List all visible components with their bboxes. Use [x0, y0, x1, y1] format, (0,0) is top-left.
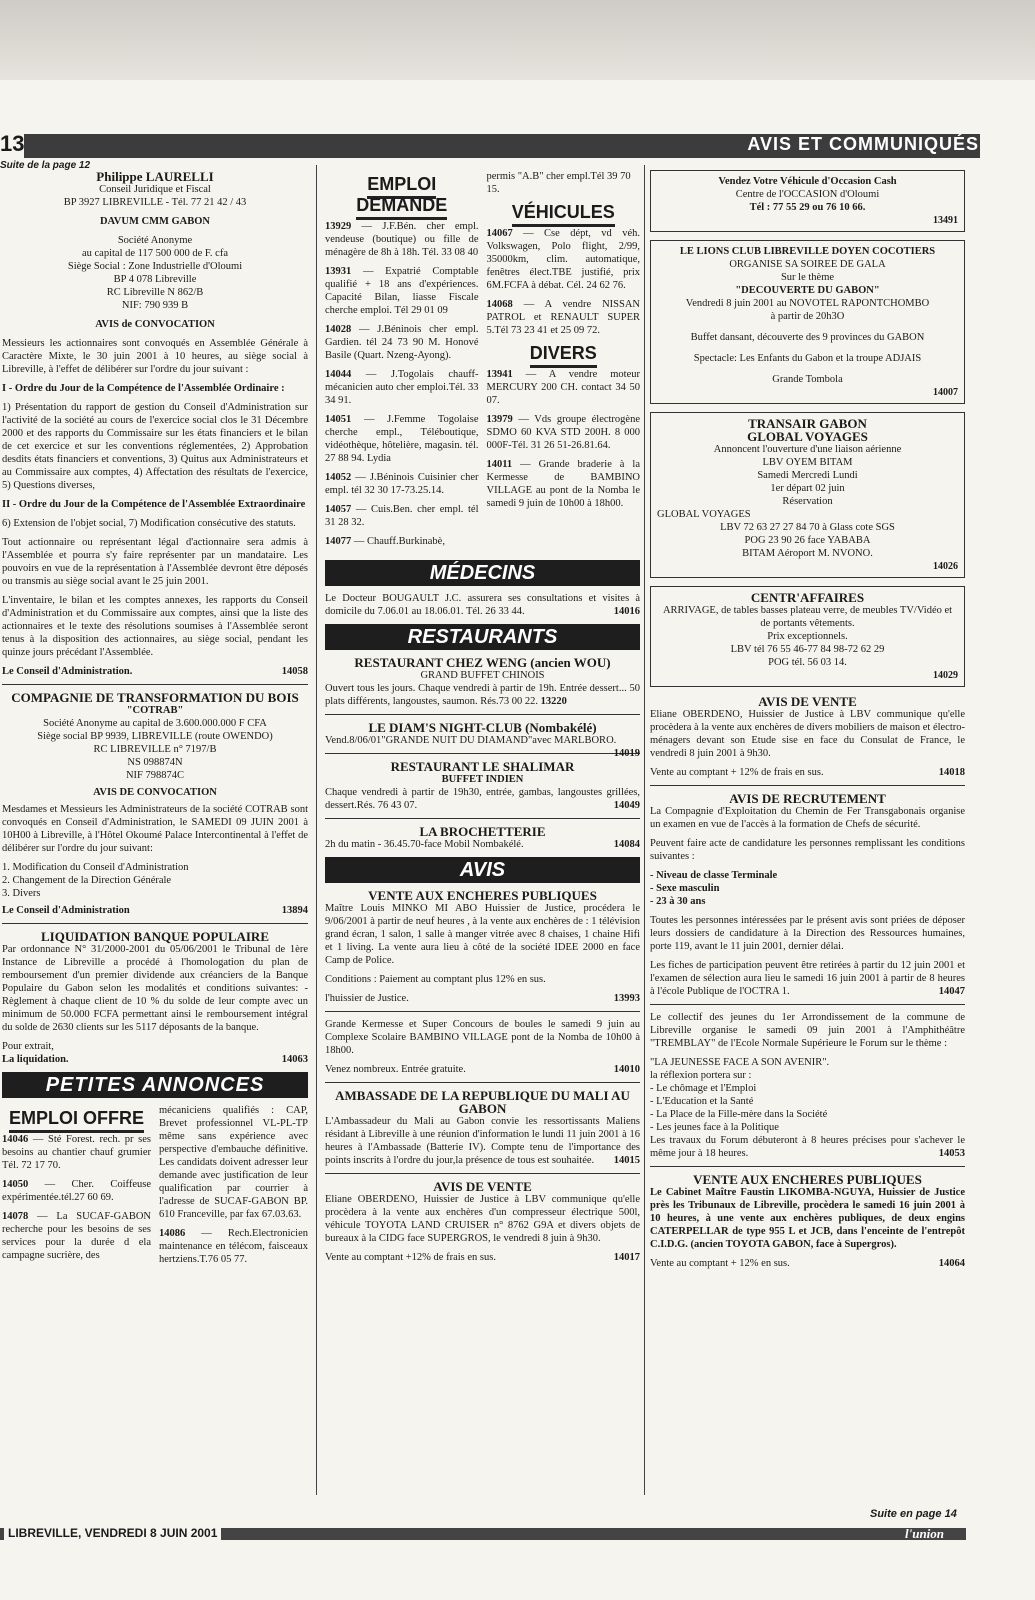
davum-ref: 14058	[281, 666, 308, 677]
cotrab-avis: AVIS DE CONVOCATION	[93, 787, 217, 798]
recrutement-p3: Toutes les personnes intéressées par le présent avis sont priées de déposer leurs dossiers de candidature à la Direction des Ressources humaines, porte 119, avant le 11 juin 2001, dernier délai.	[650, 915, 965, 952]
cotrab-item: 2. Changement de la Direction Générale	[2, 875, 172, 886]
diam-text: Vend.8/06/01"GRANDE NUIT DU DIAMAND"avec MARLBORO. 14019	[325, 735, 640, 759]
liquidation-extract: Pour extrait,	[2, 1041, 54, 1052]
liquidation-signature-row	[2, 1053, 308, 1066]
petites-annonces-banner: PETITES ANNONCES	[2, 1072, 308, 1098]
cotrab-signature-row	[2, 904, 308, 917]
emploi-offre-heading: EMPLOI OFFRE	[9, 1108, 144, 1133]
vente2-title: AVIS DE VENTE	[433, 1179, 532, 1194]
forum-p1: Le collectif des jeunes du 1er Arrondissement de la commune de Libreville organise le samedi 09 juin 2001 à l'Amphithéâtre "TREMBLAY" de l'Ecole Normale Supérieure le Forum sur le thème :	[650, 1012, 965, 1049]
recrutement-condition: - 23 à 30 ans	[650, 896, 706, 907]
recrutement-title: AVIS DE RECRUTEMENT	[729, 791, 886, 806]
vente-sign: l'huissier de Justice.	[325, 993, 409, 1004]
divider	[325, 1011, 640, 1012]
davum-avis: AVIS de CONVOCATION	[95, 319, 215, 330]
cotrab-title: COMPAGNIE DE TRANSFORMATION DU BOIS	[11, 690, 299, 705]
listing-item: permis "A.B" cher empl.Tél 39 70 15.	[486, 171, 631, 195]
forum-p3: la réflexion portera sur :	[650, 1070, 752, 1081]
davum-line: BP 4 078 Libreville	[113, 274, 197, 285]
weng-title: RESTAURANT CHEZ WENG (ancien WOU)	[354, 655, 611, 670]
cotrab-line: NS 098874N	[127, 757, 183, 768]
recrutement-condition: - Sexe masculin	[650, 883, 720, 894]
footer-date: LIBREVILLE, VENDREDI 8 JUIN 2001	[4, 1526, 221, 1540]
cotrab-line: Siège social BP 9939, LIBREVILLE (route OWENDO)	[37, 731, 273, 742]
divider	[325, 1173, 640, 1174]
listing-item: 14086 — Rech.Electronicien maintenance en télécom, faisceaux hertziens.T.76 05 77.	[159, 1228, 309, 1265]
laurelli-line: Conseil Juridique et Fiscal	[99, 184, 211, 195]
vep-title: VENTE AUX ENCHERES PUBLIQUES	[693, 1172, 922, 1187]
listing-item: 14068 — A vendre NISSAN PATROL et RENAULT SUPER 5.Tél 73 23 41 et 25 09 72.	[486, 299, 641, 336]
avis-vente-row: Vente au comptant + 12% de frais en sus. 14018	[650, 767, 965, 778]
davum-p1: Tout actionnaire ou représentant légal d'actionnaire sera admis à l'Assemblée et pourra s'y faire représenter par un mandataire. Les pouvoirs en vue de la représentation à l'Assemblée devront être déposés ou transmis au siège social avant le 25 juin 2001.	[2, 537, 308, 587]
kermesse-row	[325, 1063, 640, 1076]
davum-line: Société Anonyme	[117, 235, 193, 246]
medecin-text: Le Docteur BOUGAULT J.C. assurera ses consultations et visites à domicile du 7.06.01 au 18.06.01. Tél. 26 33 44. 14016	[325, 593, 640, 617]
recrutement-p1: La Compagnie d'Exploitation du Chemin de Fer Transgabonais organise un examen en vue de l'accès à la formation de Chefs de sécurité.	[650, 806, 965, 830]
divider	[2, 923, 308, 924]
divider	[650, 785, 965, 786]
divider	[325, 714, 640, 715]
kermesse-text: Grande Kermesse et Super Concours de boules le samedi 9 juin au Complexe Scolaire BAMBINO VILLAGE pont de la Nomba de 10h00 à 18h00.	[325, 1019, 640, 1056]
vente2-cond: Vente au comptant +12% de frais en sus.	[325, 1252, 496, 1263]
medecins-banner: MÉDECINS	[325, 560, 640, 586]
davum-title: DAVUM CMM GABON	[99, 216, 211, 227]
davum-ord-head: I - Ordre du Jour de la Compétence de l'Assemblée Ordinaire :	[2, 383, 285, 394]
davum-sign: Le Conseil d'Administration.	[2, 666, 133, 677]
davum-line: NIF: 790 939 B	[121, 300, 189, 311]
forum-item: - L'Education et la Santé	[650, 1096, 754, 1107]
listing-item: 14077 — Chauff.Burkinabè,	[325, 536, 445, 547]
vente2-text: Eliane OBERDENO, Huissier de Justice à LBV communique qu'elle procèdera à la vente aux enchères d'un compresseur électrique 500l, véhicule TOYOTA LAND CRUISER n° 8762 G9A et divers objets de bureaux à la CIDG face SUPERGROS, le vendredi 8 juin à 9h30.	[325, 1194, 640, 1244]
listing-item: 14052 — J.Béninois Cuisinier cher empl. tél 32 30 17-73.25.14.	[325, 472, 479, 496]
brochetterie-text: 2h du matin - 36.45.70-face Mobil Nombakélé. 14084	[325, 839, 640, 850]
listing-item: 14050 — Cher. Coiffeuse expérimentée.tél.27 60 69.	[2, 1179, 151, 1203]
davum-line: au capital de 117 500 000 de F. cfa	[81, 248, 228, 259]
listing-item: 14057 — Cuis.Ben. cher empl. tél 31 28 32.	[325, 504, 479, 528]
page-number: 13	[0, 131, 25, 156]
listing-item: 13941 — A vendre moteur MERCURY 200 CH. contact 34 50 07.	[486, 369, 641, 406]
recrutement-p2: Peuvent faire acte de candidature les personnes remplissant les conditions suivantes :	[650, 838, 965, 862]
vep-text: Le Cabinet Maître Faustin LIKOMBA-NGUYA, Huissier de Justice près les Tribunaux de Libreville, procèdera le samedi 16 juin 2001 à 10 heures, à une vente aux enchères publiques, de deux engins CATERPELLAR de type 955 L et JCB, dans l'enceinte de l'entrepôt C.I.D.G. (ancien TOYOTA GABON, face à Supergros).	[650, 1187, 965, 1250]
listing-item: mécaniciens qualifiés : CAP, Brevet professionnel VL-PL-TP même sans expérience avec perspective d'embauche définitive. Les candidats doivent adresser leur demande avec justification de leur qualification par courrier à l'adresse de SUCAF-GABON BP. 610 Franceville, par fax 67.03.63.	[159, 1105, 308, 1220]
classifieds-columns	[325, 170, 640, 554]
davum-p2: L'inventaire, le bilan et les comptes annexes, les rapports du Conseil d'Administration et du Commissaire aux comptes, ainsi que la liste des actionnaires et le texte des résolutions soumises à l'Assemblée seront tenus à la disposition des actionnaires, au siège social, pendant les quinze jours précédant l'Assemblée.	[2, 595, 308, 658]
listing-item: 14051 — J.Femme Togolaise cherche empl., Téléboutique, vidéothèque, hôtelière, magasin. tél. 27 88 94. Lydia	[325, 414, 479, 464]
kermesse-sub: Venez nombreux. Entrée gratuite.	[325, 1064, 466, 1075]
continued-from: Suite de la page 12	[0, 160, 91, 171]
davum-ord-items: 1) Présentation du rapport de gestion du Conseil d'Administration sur l'activité de la société au cours de l'exercice social clos le 31 Décembre 2000 et des rapports du Commissaire sur les états financiers et le bilan de cet exercice et sur les conventions réglementées, 2) Approbation desdits états financiers et conventions, 3) Quitus aux Administrateurs et au Commissaire aux comptes, 4) Affectation des résultats de l'exercice, 5) Questions diverses,	[2, 402, 308, 491]
recrutement-p4: Les fiches de participation peuvent être retirées à partir du 12 juin 2001 et l'examen de sélection aura lieu le samedi 16 juin 2001 à partir de 8 heures à l'école Publique de l'OCTRA 1. 14047	[650, 960, 965, 997]
divider	[650, 1166, 965, 1167]
cotrab-line: RC LIBREVILLE n° 7197/B	[93, 744, 217, 755]
cotrab-line: Société Anonyme au capital de 3.600.000.000 F CFA	[43, 718, 267, 729]
brochetterie-title: LA BROCHETTERIE	[419, 824, 546, 839]
section-title: AVIS ET COMMUNIQUÉS	[747, 134, 979, 154]
listing-item: 14067 — Cse dépt, vd véh. Volkswagen, Polo flight, 2/99, 35000km, clim. automatique, fenêtres élect.TBE justifié, prix 6M.FCFA à débat. Cél. 24 62 76.	[486, 228, 640, 291]
divider	[325, 818, 640, 819]
weng-sub: GRAND BUFFET CHINOIS	[420, 670, 545, 681]
forum-theme: "LA JEUNESSE FACE A SON AVENIR".	[650, 1057, 830, 1068]
davum-ext-head: II - Ordre du Jour de la Compétence de l'Assemblée Extraordinaire	[2, 499, 306, 510]
liquidation-title: LIQUIDATION BANQUE POPULAIRE	[40, 929, 269, 944]
emploi-demande-heading: EMPLOI DEMANDE	[356, 174, 447, 220]
cotrab-line: NIF 798874C	[125, 770, 185, 781]
mali-title: AMBASSADE DE LA REPUBLIQUE DU MALI AU GABON	[335, 1088, 630, 1116]
divider	[325, 753, 640, 754]
avis-vente-title: AVIS DE VENTE	[758, 694, 857, 709]
listing-item: 14078 — La SUCAF-GABON recherche pour les besoins de ses services pour la durée d ela campagne sucrière, des	[2, 1211, 151, 1261]
listing-item: 14046 — Sté Forest. rech. pr ses besoins au chantier chauf grumier Tél. 72 17 70.	[2, 1134, 151, 1171]
forum-p4: Les travaux du Forum débuteront à 8 heures précises pour s'achever le même jour à 18 heures. 14053	[650, 1135, 965, 1159]
forum-item: - Le chômage et l'Emploi	[650, 1083, 757, 1094]
davum-line: RC Libreville N 862/B	[106, 287, 204, 298]
liquidation-sign: La liquidation.	[2, 1054, 69, 1065]
cotrab-ref: 13894	[281, 905, 308, 916]
transair-ad: TRANSAIR GABON GLOBAL VOYAGES Annoncent l'ouverture d'une liaison aérienne LBV OYEM BITAM Samedi Mercredi Lundi 1er départ 02 juin Réservation GLOBAL VOYAGES LBV 72 63 27 27 84 70 à Glass cote SGS POG 23 90 26 face YABABA BITAM Aéroport M. NVONO. 14026	[650, 412, 965, 578]
davum-intro: Messieurs les actionnaires sont convoqués en Assemblée Générale à Caractère Mixte, le 30 juin 2001 à 10 heures, au siège social à Libreville, à l'effet de délibérer sur l'ordre du jour suivant :	[2, 338, 308, 375]
laurelli-line: BP 3927 LIBREVILLE - Tél. 77 21 42 / 43	[63, 197, 247, 208]
weng-text: Ouvert tous les jours. Chaque vendredi à partir de 19h. Entrée dessert... 50 plats différents, langoustes, saumon. Rés.73 00 22. 13220	[325, 683, 640, 707]
avis-vente-text: Eliane OBERDENO, Huissier de Justice à LBV communique qu'elle procèdera à la vente aux enchères de divers mobiliers de maison et électro-ménagers devant son Etude sise en face du Consulat de France, le vendredi 8 juin 2001 à 9h30.	[650, 709, 965, 759]
vente-cond: Conditions : Paiement au comptant plus 12% en sus.	[325, 974, 546, 985]
davum-ext-items: 6) Extension de l'objet social, 7) Modification consécutive des statuts.	[2, 518, 296, 529]
davum-line: Siège Social : Zone Industrielle d'Oloumi	[67, 261, 243, 272]
divider	[325, 1082, 640, 1083]
diam-title: LE DIAM'S NIGHT-CLUB (Nombakélé)	[368, 720, 597, 735]
column-right	[650, 170, 965, 1270]
centraffaires-ad: CENTR'AFFAIRES ARRIVAGE, de tables basses plateau verre, de meubles TV/Vidéo et de portants vêtements. Prix exceptionnels. LBV tél 76 55 46-77 84 98-72 62 29 POG tél. 56 03 14. 14029	[650, 586, 965, 687]
lions-club-ad: LE LIONS CLUB LIBREVILLE DOYEN COCOTIERS ORGANISE SA SOIREE DE GALA Sur le thème "DECOUVERTE DU GABON" Vendredi 8 juin 2001 au NOVOTEL RAPONTCHOMBO à partir de 20h3O Buffet dansant, découverte des 9 provinces du GABON Spectacle: Les Enfants du Gabon et la troupe ADJAIS Grande Tombola 14007	[650, 240, 965, 404]
vente-ref: 13993	[613, 993, 640, 1004]
liquidation-ref: 14063	[281, 1054, 308, 1065]
shalimar-text: Chaque vendredi à partir de 19h30, entrée, gambas, langoustes grillées, dessert.Rés. 76 43 07. 14049	[325, 787, 640, 811]
vente-title: VENTE AUX ENCHERES PUBLIQUES	[368, 888, 597, 903]
shalimar-sub: BUFFET INDIEN	[441, 774, 524, 785]
vente-text: Maître Louis MINKO MI ABO Huissier de Justice, procédera le 9/06/2001 à partir de neuf heures , à la vente aux enchères de : 1 télévision grand écran, 1 salon, 1 salle à manger vitrée avec 8 chaises, 1 chaine Hifi et 1 living. La vente aura lieu à côté de la société IDEE 2000 en face Camp de Police.	[325, 903, 640, 966]
liquidation-body: Par ordonnance N° 31/2000-2001 du 05/06/2001 le Tribunal de 1ère Instance de Libreville a procédé à l'homologation du plan de remboursement d'un premier dividende aux créanciers de la Banque Populaire du Gabon selon les modalités et conditions suivantes: - Règlement à chaque client de 10 % du solde de leur compte avec un minimum de 50.000 FCFA permettant ainsi le remboursement intégral du solde de 2630 clients sur les 5117 déposants de la banque.	[2, 944, 308, 1033]
vente-signature-row	[325, 992, 640, 1005]
forum-item: - La Place de la Fille-mère dans la Société	[650, 1109, 828, 1120]
divider	[2, 684, 308, 685]
vehicules-heading: VÉHICULES	[512, 202, 615, 227]
listing-item: 14011 — Grande braderie à la Kermesse de BAMBINO VILLAGE au pont de la Nomba le samedi 9 juin de 10h00 à 18h00.	[486, 459, 641, 509]
emploi-offre-columns	[2, 1104, 308, 1272]
davum-signature-row	[2, 665, 308, 678]
shalimar-title: RESTAURANT LE SHALIMAR	[390, 759, 575, 774]
continued-to: Suite en page 14	[870, 1508, 957, 1520]
cotrab-item: 3. Divers	[2, 888, 41, 899]
occasion-ad: Vendez Votre Véhicule d'Occasion Cash Centre de l'OCCASION d'Oloumi Tél : 77 55 29 ou 76 10 66. 13491	[650, 170, 965, 232]
listing-item: 14044 — J.Togolais chauff-mécanicien auto cher emploi.Tél. 33 34 91.	[325, 369, 479, 406]
listing-item: 14028 — J.Béninois cher empl. Gardien. tél 24 73 90 M. Honové Basile (Quart. Nzeng-Ayong).	[325, 324, 479, 361]
column-left	[2, 170, 308, 1272]
cotrab-item: 1. Modification du Conseil d'Administration	[2, 862, 189, 873]
cotrab-intro: Mesdames et Messieurs les Administrateurs de la société COTRAB sont convoqués en Conseil d'Administration, le SAMEDI 09 JUIN 2001 à 10H00 à Libreville, à l'Hôtel Okoumé Palace Intercontinental à l'effet de délibérer sur l'ordre du jour suivant:	[2, 804, 308, 854]
recrutement-condition: - Niveau de classe Terminale	[650, 870, 778, 881]
scan-top-margin	[0, 0, 1035, 80]
forum-item: - Les jeunes face à la Politique	[650, 1122, 779, 1133]
divider	[650, 1004, 965, 1005]
column-middle	[325, 170, 640, 1264]
cotrab-name: "COTRAB"	[126, 705, 184, 716]
vente2-row	[325, 1251, 640, 1264]
listing-item: 13931 — Expatrié Comptable qualifié + 18 ans d'expériences. Capacité Bilan, liasse Fiscale cherche emploi. Tél 29 01 09	[325, 266, 479, 316]
mali-text: L'Ambassadeur du Mali au Gabon convie les ressortissants Maliens résidant à Libreville à une réunion d'information le lundi 11 juin 2001 à 16 heures à l'Ambassade (Batterie IV). Compte tenu de l'importance des points inscrits à l'ordre du jour,la présence de tous est souhaitée. 14015	[325, 1116, 640, 1166]
avis-banner: AVIS	[325, 857, 640, 883]
vep-row: Vente au comptant + 12% en sus. 14064	[650, 1258, 965, 1269]
cotrab-sign: Le Conseil d'Administration	[2, 905, 130, 916]
laurelli-name: Philippe LAURELLI	[96, 169, 214, 184]
kermesse-ref: 14010	[613, 1064, 640, 1075]
listing-item: 13929 — J.F.Bén. cher empl. vendeuse (boutique) ou fille de ménagère de 8h à 18h. Tél. 33 08 40	[325, 221, 479, 258]
listing-item: 13979 — Vds groupe électrogène SDMO 60 KVA STD 200H. 8 000 000F-Tél. 31 26 51-26.81.64.	[486, 414, 640, 451]
column-divider	[316, 165, 317, 1495]
column-divider	[644, 165, 645, 1495]
restaurants-banner: RESTAURANTS	[325, 624, 640, 650]
newspaper-brand: l'union	[905, 1526, 945, 1541]
vente2-ref: 14017	[613, 1252, 640, 1263]
divers-heading: DIVERS	[530, 343, 597, 368]
